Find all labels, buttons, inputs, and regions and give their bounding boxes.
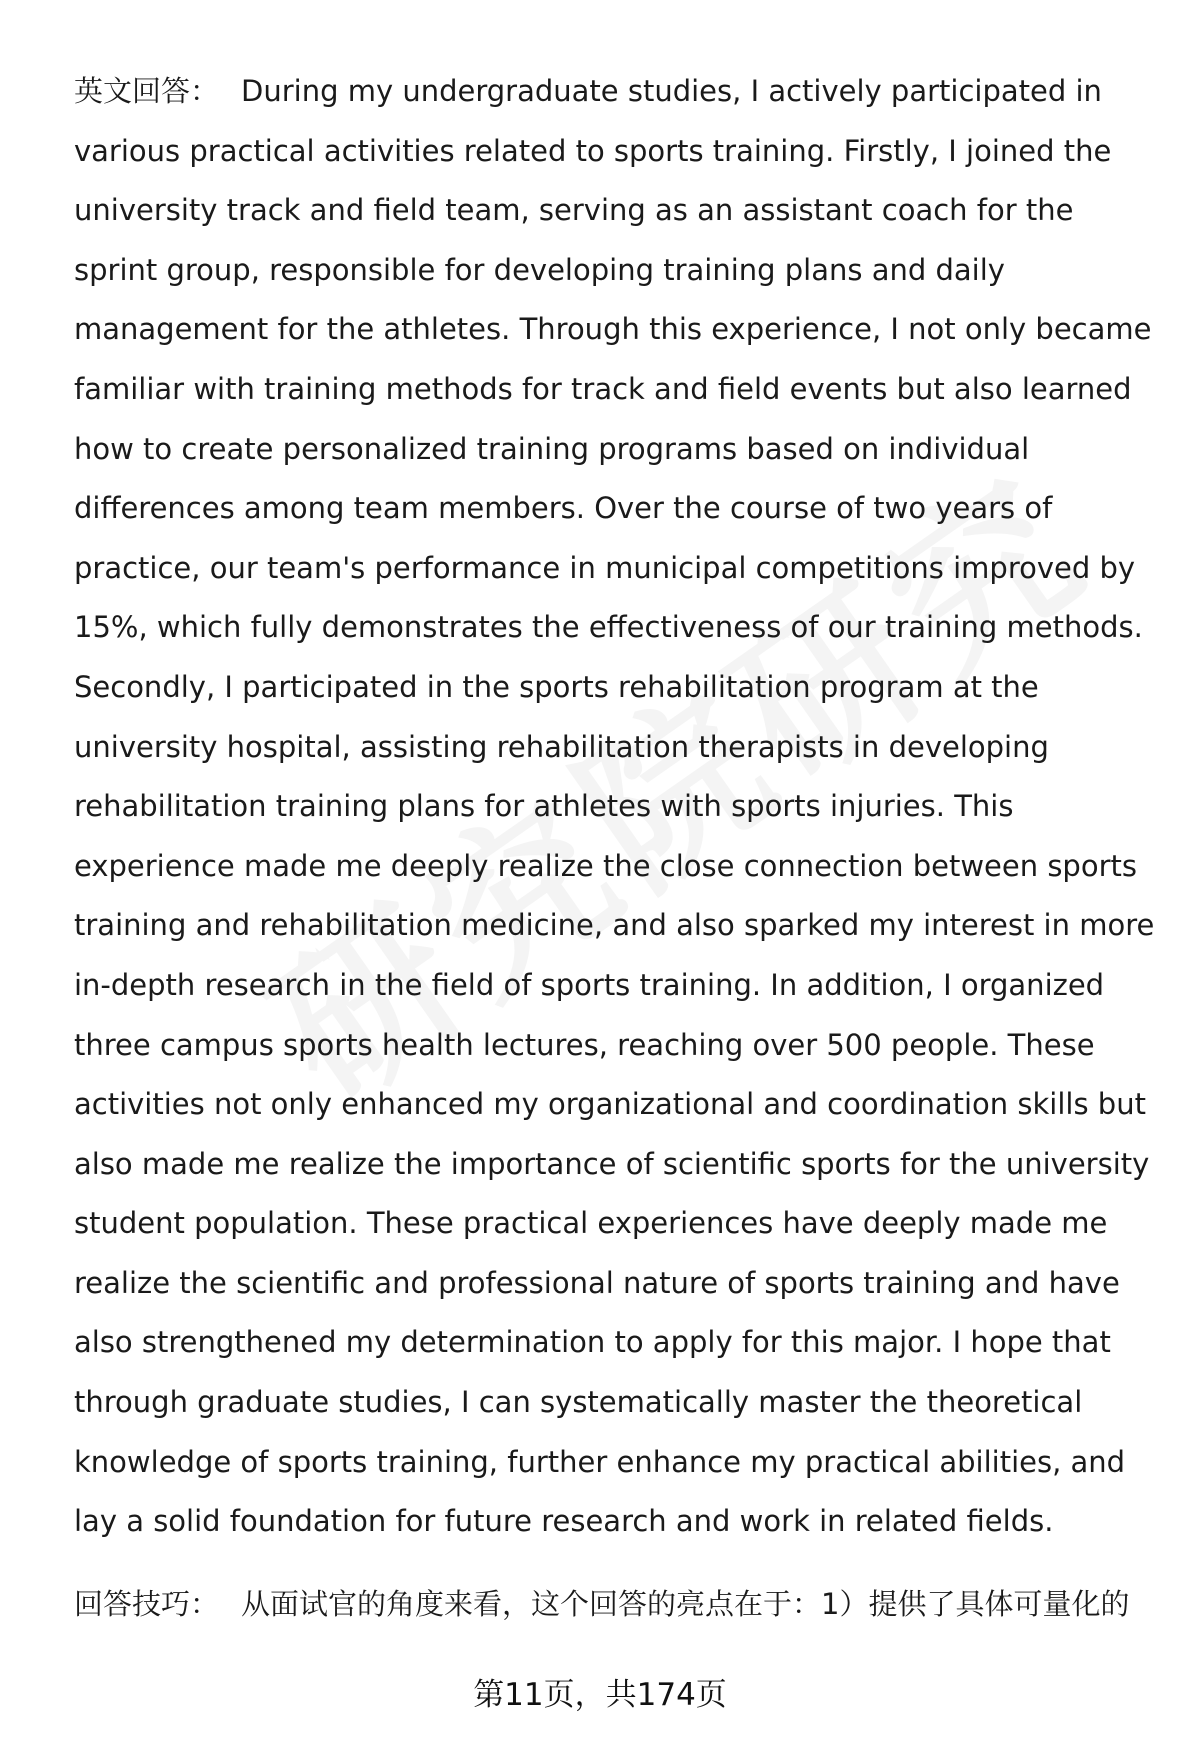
english-answer-paragraph <box>74 62 1164 1552</box>
answer-tips-line <box>74 1584 1164 1624</box>
english-answer-text: During my undergraduate studies, I actively participated in various practical activities related to sports training. Firstly, I joined the university track and field team, serving as an assistant coach for the sprint group, responsible for developing training plans and daily management for the athletes. Through this experience, I not only became familiar with training methods for track and field events but also learned how to create personalized training programs based on individual differences among team members. Over the course of two years of practice, our team's performance in municipal competitions improved by 15%, which fully demonstrates the effectiveness of our training methods. Secondly, I participated in the sports rehabilitation program at the university hospital, assisting rehabilitation therapists in developing rehabilitation training plans for athletes with sports injuries. This experience made me deeply realize the close connection between sports training and rehabilitation medicine, and also sparked my interest in more in-depth research in the field of sports training. In addition, I organized three campus sports health lectures, reaching over 500 people. These activities not only enhanced my organizational and coordination skills but also made me realize the importance of scientific sports for the university student population. These practical experiences have deeply made me realize the scientific and professional nature of sports training and have also strengthened my determination to apply for this major. I hope that through graduate studies, I can systematically master the theoretical knowledge of sports training, further enhance my practical abilities, and lay a solid foundation for future research and work in related fields. <box>74 74 1155 1539</box>
answer-tips-label: 回答技巧： <box>74 1587 220 1621</box>
page-number-footer: 第11页，共174页 <box>473 1677 727 1713</box>
english-answer-label: 英文回答： <box>74 74 220 108</box>
answer-tips-text: 从面试官的角度来看，这个回答的亮点在于：1）提供了具体可量化的 <box>241 1587 1130 1621</box>
document-body <box>74 62 1164 1552</box>
